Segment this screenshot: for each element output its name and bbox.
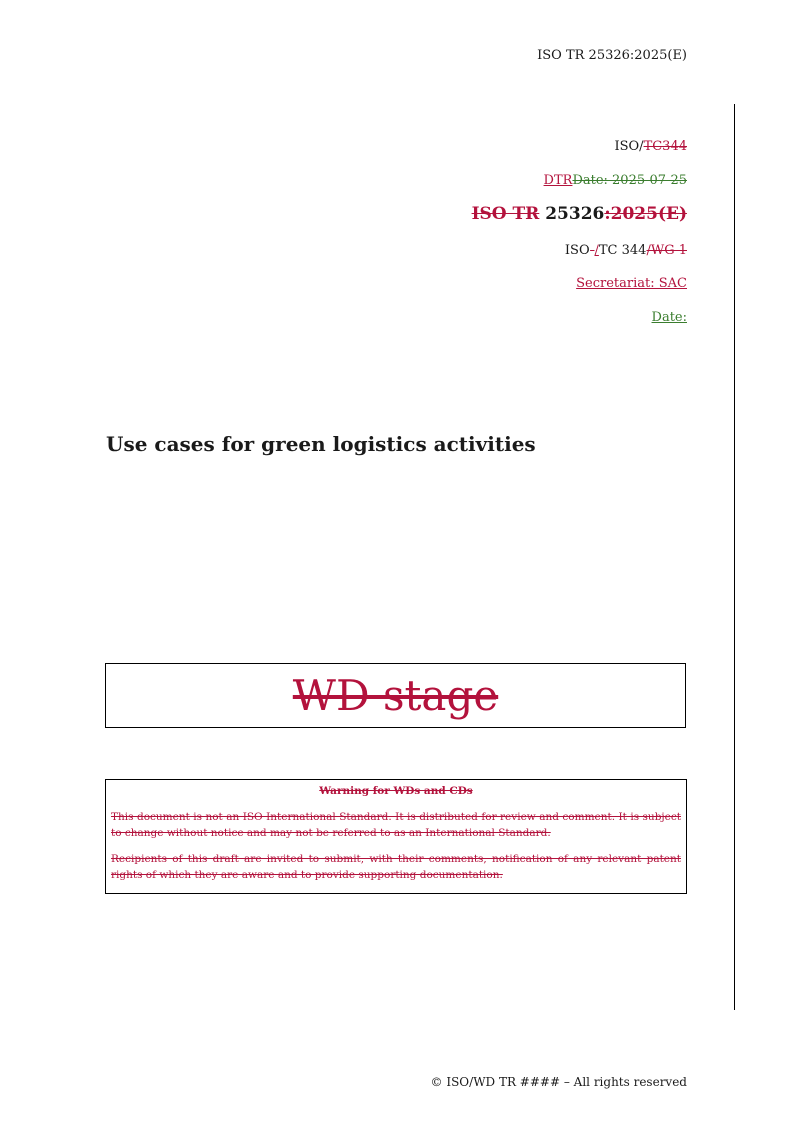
deleted-hyphen: - bbox=[590, 243, 595, 258]
header-document-reference: ISO TR 25326:2025(E) bbox=[537, 48, 687, 63]
secretariat-text: Secretariat: SAC bbox=[576, 276, 687, 291]
document-number bbox=[472, 204, 687, 224]
secretariat-line bbox=[576, 276, 687, 291]
warning-box bbox=[105, 779, 687, 894]
stage-box bbox=[105, 663, 686, 728]
deleted-doc-suffix: :2025(E) bbox=[604, 204, 687, 224]
revision-change-bar bbox=[734, 104, 735, 1010]
committee-iso: ISO bbox=[564, 243, 591, 258]
deleted-doc-prefix: ISO TR bbox=[471, 204, 540, 224]
iso-committee-line bbox=[614, 139, 687, 154]
warning-paragraph-2: Recipients of this draft are invited to submit, with their comments, notification of any relevant patent rights of which they are aware and to provide supporting documentation. bbox=[111, 853, 681, 881]
inserted-slash: / bbox=[594, 243, 599, 258]
committee-tc: TC 344 bbox=[598, 243, 647, 258]
stage-label: WD stage bbox=[292, 670, 499, 720]
committee-line bbox=[565, 243, 687, 258]
document-title: Use cases for green logistics activities bbox=[106, 432, 536, 456]
iso-prefix: ISO/ bbox=[614, 139, 644, 154]
warning-title: Warning for WDs and CDs bbox=[319, 785, 473, 797]
deleted-tc: TC344 bbox=[643, 139, 687, 154]
date-label: Date: bbox=[651, 310, 687, 325]
dtr-line bbox=[544, 173, 687, 188]
warning-paragraph-1: This document is not an ISO International Standard. It is distributed for review and comment. It is subject to change without notice and may not be referred to as an International Standard. bbox=[111, 811, 681, 839]
deleted-date: Date: 2025-07-25 bbox=[572, 173, 687, 188]
inserted-dtr: DTR bbox=[543, 173, 573, 188]
date-line bbox=[652, 310, 687, 325]
doc-number: 25326 bbox=[539, 204, 605, 224]
footer-copyright: © ISO/WD TR #### – All rights reserved bbox=[430, 1075, 687, 1089]
deleted-wg: /WG 1 bbox=[646, 243, 687, 258]
